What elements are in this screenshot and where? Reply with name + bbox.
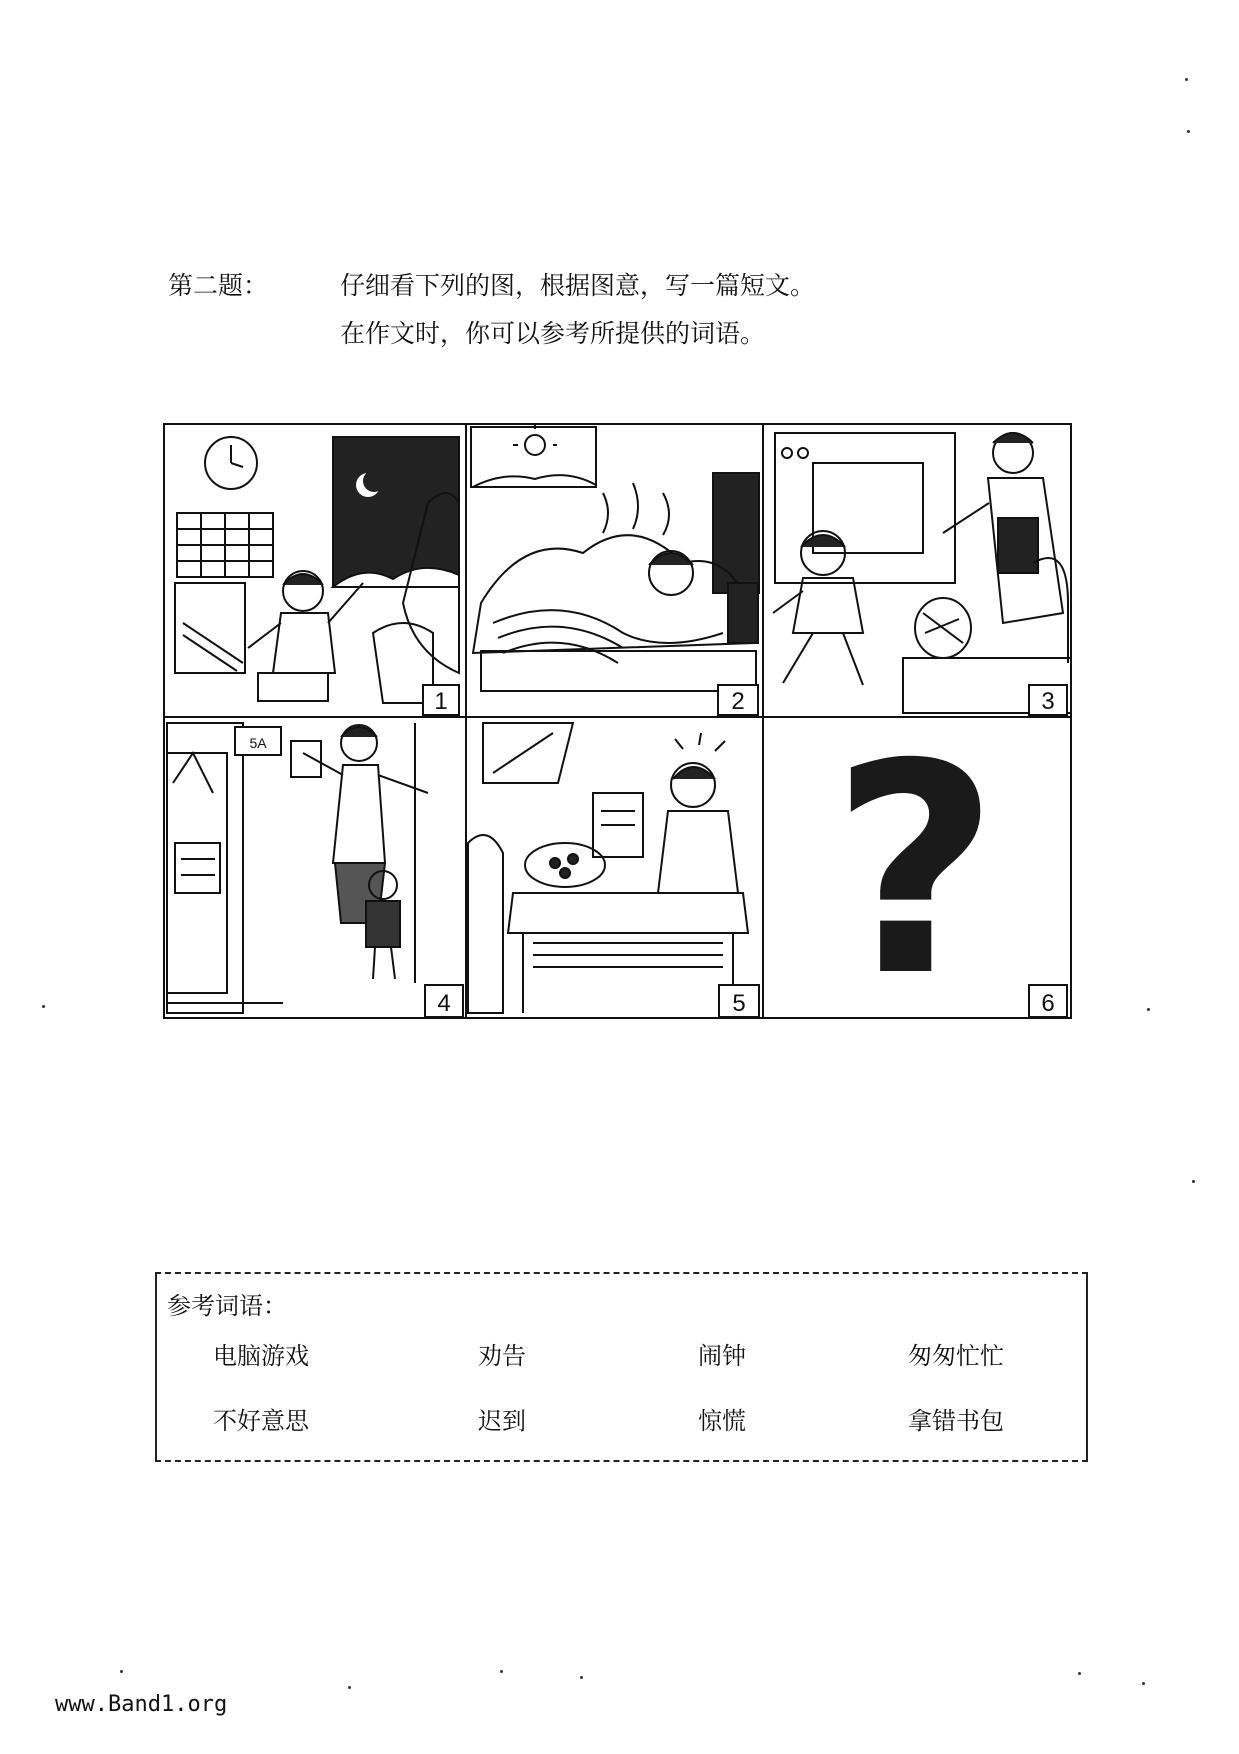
reference-word-list	[213, 1336, 1073, 1436]
scan-speck	[1078, 1672, 1081, 1675]
comic-grid	[163, 423, 1072, 1019]
panel-number-4: 4	[437, 990, 451, 1017]
room-sign-5a: 5A	[249, 735, 267, 751]
comic-panels	[163, 423, 1072, 1019]
instruction-line-1: 仔细看下列的图，根据图意，写一篇短文。	[340, 271, 816, 300]
reference-word: 不好意思	[213, 1407, 309, 1435]
reference-word: 惊慌	[698, 1407, 746, 1435]
reference-word: 电脑游戏	[213, 1342, 309, 1370]
panel-number-6: 6	[1041, 990, 1055, 1017]
question-mark: ?	[830, 703, 1000, 1019]
reference-word: 迟到	[478, 1407, 526, 1435]
panel-number-1: 1	[434, 688, 448, 715]
panel-number-2: 2	[731, 688, 745, 715]
reference-word: 拿错书包	[908, 1407, 1004, 1435]
reference-words-box	[155, 1272, 1088, 1462]
panel-number-3: 3	[1041, 688, 1055, 715]
question-text	[340, 262, 815, 358]
scan-speck	[348, 1686, 351, 1689]
footer-site-url: www.Band1.org	[55, 1692, 228, 1717]
scan-speck	[500, 1670, 503, 1673]
scan-speck	[1187, 130, 1190, 133]
reference-word: 闹钟	[698, 1342, 746, 1370]
reference-title: 参考词语：	[167, 1292, 287, 1320]
scan-speck	[120, 1670, 123, 1673]
scan-speck	[1192, 1180, 1195, 1183]
scan-speck	[42, 1005, 45, 1008]
question-label: 第二题：	[168, 271, 269, 300]
panel-number-5: 5	[732, 990, 746, 1017]
scan-speck	[1142, 1682, 1145, 1685]
reference-word: 匆匆忙忙	[908, 1342, 1004, 1370]
instruction-line-2: 在作文时，你可以参考所提供的词语。	[340, 319, 766, 348]
reference-word: 劝告	[478, 1342, 526, 1370]
scan-speck	[580, 1676, 583, 1679]
scan-speck	[1185, 78, 1188, 81]
scan-speck	[1147, 1008, 1150, 1011]
